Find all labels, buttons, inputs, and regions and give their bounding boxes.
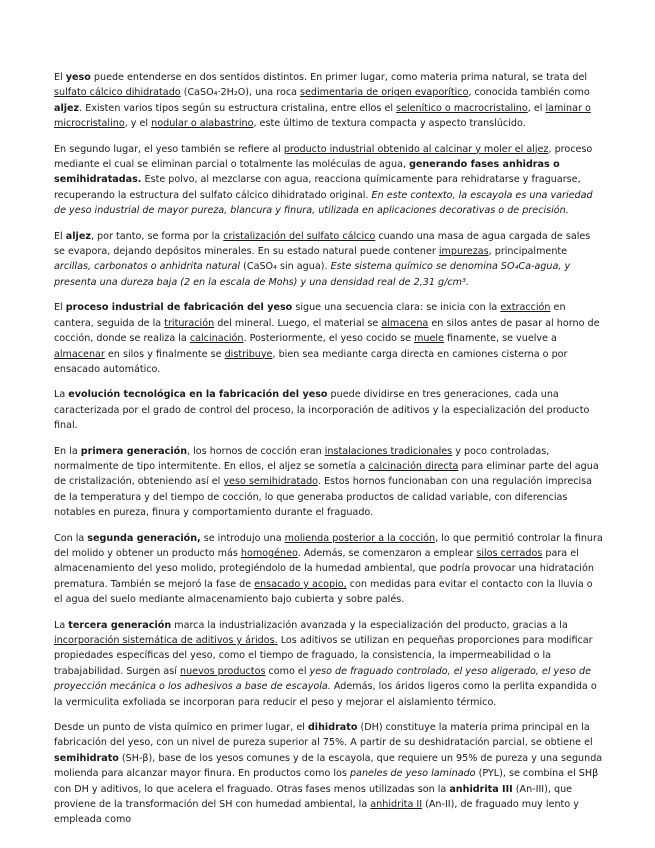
underlined-term: homogéneo <box>240 547 298 559</box>
paragraph <box>54 531 604 608</box>
text-run: para el almacenamiento del yeso molido, protegiéndolo de la humedad ambiental, que podría provocar una hidratación prematura. También se mejoró la fase de <box>54 547 594 590</box>
bold-term: tercera generación <box>68 619 172 631</box>
underlined-term: almacena <box>381 317 429 329</box>
underlined-term: trituración <box>164 317 215 329</box>
text-run: El <box>54 72 66 83</box>
text-run: , y el <box>124 118 152 130</box>
text-run: , lo que permitió controlar la finura del molido y obtener un producto más <box>54 532 603 559</box>
underlined-term: almacenar <box>54 348 105 360</box>
underlined-term: yeso semihidratado <box>223 476 318 488</box>
text-run: . Estos hornos funcionaban con una regulación imprecisa de la temperatura y del tiempo de cocción, lo que generaba productos de calidad variable, con diferencias notables en pureza, finura y comportamiento durante el fraguado. <box>54 476 593 519</box>
underlined-term: instalaciones tradicionales <box>324 445 453 457</box>
underlined-term: calcinación directa <box>368 460 459 472</box>
bold-term: segunda generación, <box>87 532 201 544</box>
bold-term: anhidrita III <box>449 783 513 795</box>
text-run: Además, los áridos ligeros como la perlita expandida o la vermiculita exfoliada se incorporan para reducir el peso y mejorar el aislamiento térmico. <box>54 681 597 708</box>
italic-text: paneles de yeso laminado <box>349 768 476 780</box>
text-run: en silos antes de pasar al horno de cocción, donde se realiza la <box>54 317 600 345</box>
underlined-term: selenítico o macrocristalino <box>396 102 528 114</box>
italic-text: Este sistema químico se denomina SO₄Ca-agua, y presenta una dureza baja (2 en la escala de Mohs) y una densidad real de 2,31 g/cm³. <box>54 261 571 288</box>
paragraph <box>54 387 604 433</box>
text-run: (An-II), de fraguado muy lento y empleada como <box>54 799 579 826</box>
text-run: La <box>54 389 69 401</box>
paragraph <box>54 444 604 521</box>
underlined-term: laminar o microcristalino <box>54 102 591 130</box>
text-run: (An-III), que proviene de la transformación del SH con humedad ambiental, la <box>54 783 573 811</box>
underlined-term: impurezas <box>438 246 489 258</box>
underlined-term: nuevos productos <box>180 665 266 677</box>
text-run: cuando una masa de agua cargada de sales se evapora, dejando depósitos minerales. En su estado natural puede contener <box>54 230 591 258</box>
bold-term: evolución tecnológica en la fabricación del yeso <box>68 389 328 401</box>
bold-term: aljez <box>54 102 80 114</box>
underlined-term: anhidrita II <box>370 799 423 811</box>
underlined-term: calcinación <box>189 333 244 345</box>
paragraph <box>54 142 604 219</box>
paragraph <box>54 300 604 377</box>
text-run: para eliminar parte del agua de cristalización, obteniendo así el <box>54 460 599 488</box>
text-run: , principalmente <box>488 246 568 258</box>
underlined-term: silos cerrados <box>476 547 543 559</box>
text-run: (PYL), se combina el SHβ con DH y aditivos, lo que acelera el fraguado. Otras fases menos utilizadas son la <box>54 768 599 795</box>
text-run: , los hornos de cocción eran <box>187 445 325 457</box>
text-run: En la <box>54 445 81 457</box>
text-run: (SH-β), base de los yesos comunes y de la escayola, que requiere un 95% de pureza y una segunda molienda para alcanzar mayor finura. En productos como los <box>54 752 603 780</box>
text-run: , el <box>527 102 546 114</box>
text-run: La <box>54 619 69 631</box>
underlined-term: muele <box>414 333 444 345</box>
bold-term: primera generación <box>80 445 188 457</box>
text-run: . Posteriormente, el yeso cocido se <box>243 333 415 345</box>
text-run: puede dividirse en tres generaciones, cada una caracterizada por el grado de control del proceso, la incorporación de aditivos y la especialización del producto final. <box>54 389 590 432</box>
text-run: puede entenderse en dos sentidos distintos. En primer lugar, como materia prima natural, se trata del <box>90 72 588 83</box>
paragraph <box>54 618 604 710</box>
text-run: del mineral. Luego, el material se <box>214 317 382 329</box>
bold-term: semihidrato <box>54 752 119 764</box>
text-run: Este polvo, al mezclarse con agua, reacciona químicamente para rehidratarse y fraguarse, recuperando la estructura del sulfato cálcico dihidratado original. <box>54 174 581 201</box>
text-run: El <box>54 230 66 242</box>
text-run: , por tanto, se forma por la <box>90 230 224 242</box>
text-run: marca la industrialización avanzada y la especialización del producto, gracias a la <box>171 619 568 631</box>
underlined-term: cristalización del sulfato cálcico <box>223 230 376 242</box>
text-run: finamente, se vuelve a <box>443 333 557 345</box>
text-run: , este último de textura compacta y aspecto translúcido. <box>253 118 526 130</box>
document-body <box>54 70 604 838</box>
text-run: , conocida también como <box>468 87 590 99</box>
text-run: con medidas para evitar el contacto con la lluvia o el agua del suelo mediante almacenamiento bajo cubierta y sobre palés. <box>54 578 593 606</box>
paragraph <box>54 229 604 291</box>
text-run: En segundo lugar, el yeso también se refiere al <box>54 143 284 155</box>
underlined-term: sulfato cálcico dihidratado <box>54 87 181 99</box>
underlined-term: distribuye <box>224 348 273 360</box>
underlined-term: extracción <box>500 302 551 314</box>
bold-term: generando fases anhidras o semihidratadas. <box>54 159 560 186</box>
text-run: en silos y finalmente se <box>104 348 225 360</box>
paragraph <box>54 70 604 132</box>
text-run: Con la <box>54 532 88 544</box>
bold-term: proceso industrial de fabricación del yeso <box>65 302 293 314</box>
paragraph <box>54 720 604 828</box>
text-run: El <box>54 302 66 314</box>
italic-text: yeso de fraguado controlado, el yeso aligerado, el yeso de proyección mecánica o los adhesivos a base de escayola. <box>54 665 592 693</box>
italic-text: arcillas, carbonatos o anhidrita natural <box>54 261 241 273</box>
text-run: (DH) constituye la materia prima principal en la fabricación del yeso, con un nivel de pureza superior al 75%. A partir de su deshidratación parcial, se obtiene el <box>54 722 593 749</box>
bold-term: yeso <box>65 72 91 83</box>
text-run: como el <box>265 665 310 677</box>
text-run: , proceso mediante el cual se eliminan parcial o totalmente las moléculas de agua, <box>54 143 593 171</box>
text-run: , bien sea mediante carga directa en camiones cisterna o por ensacado automático. <box>54 348 568 375</box>
text-run: . Existen varios tipos según su estructura cristalina, entre ellos el <box>79 102 397 114</box>
underlined-term: ensacado y acopio, <box>254 578 347 590</box>
text-run: Los aditivos se utilizan en pequeñas proporciones para modificar propiedades específicas del yeso, como el tiempo de fraguado, la consistencia, la impermeabilidad o la trabajabilidad. Surgen así <box>54 635 593 677</box>
text-run: Desde un punto de vista químico en primer lugar, el <box>54 722 308 734</box>
underlined-term: sedimentaria de origen evaporítico <box>300 87 469 99</box>
underlined-term: molienda posterior a la cocción <box>284 532 436 544</box>
text-run: . Además, se comenzaron a emplear <box>297 547 477 559</box>
underlined-term: incorporación sistemática de aditivos y áridos. <box>54 635 278 646</box>
bold-term: dihidrato <box>307 722 358 734</box>
text-run: sigue una secuencia clara: se inicia con la <box>292 302 501 314</box>
text-run: y poco controladas, normalmente de tipo intermitente. En ellos, el aljez se sometía a <box>54 445 550 472</box>
text-run: (CaSO₄ sin agua). <box>240 261 331 273</box>
bold-term: aljez <box>65 230 91 242</box>
underlined-term: nodular o alabastrino <box>151 118 254 130</box>
text-run: en cantera, seguida de la <box>54 302 566 329</box>
text-run: se introdujo una <box>200 532 285 544</box>
italic-text: En este contexto, la escayola es una variedad de yeso industrial de mayor pureza, blancura y finura, utilizada en aplicaciones decorativas o de precisión. <box>54 189 593 217</box>
underlined-term: producto industrial obtenido al calcinar y moler el aljez <box>283 143 549 155</box>
text-run: (CaSO₄·2H₂O), una roca <box>180 87 301 99</box>
